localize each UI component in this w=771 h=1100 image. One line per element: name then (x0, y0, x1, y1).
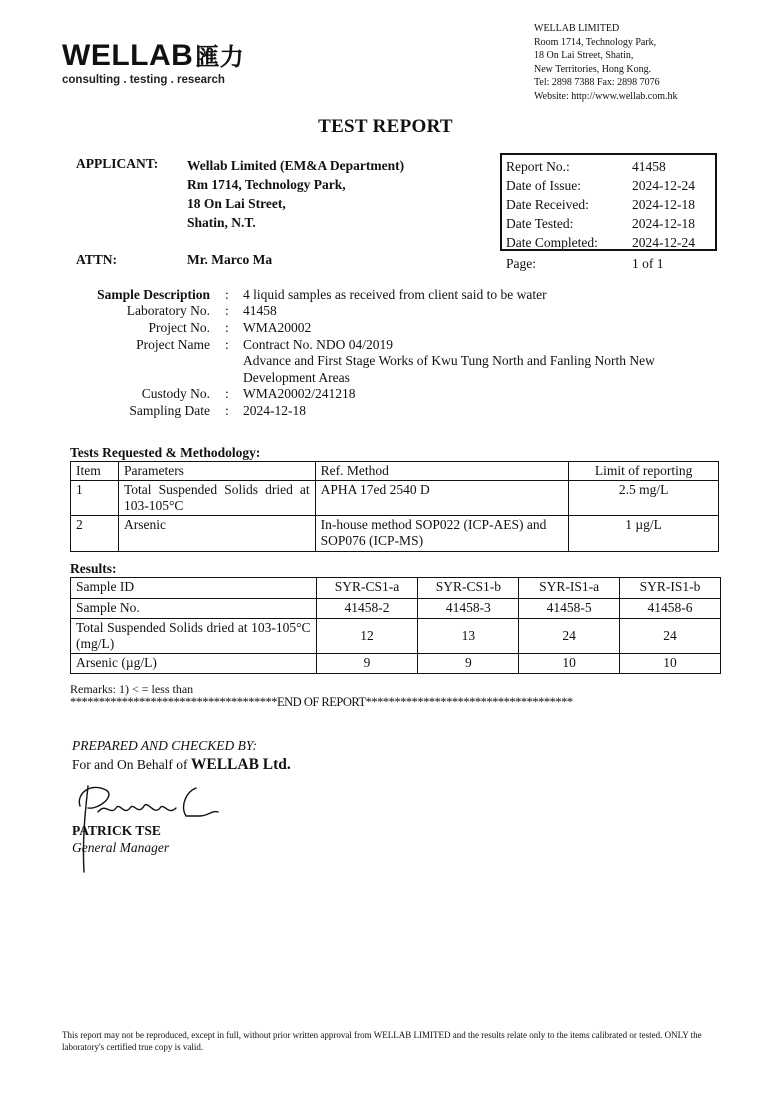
address-line: Website: http://www.wellab.com.hk (534, 90, 678, 102)
signatory-name: PATRICK TSE (72, 823, 161, 838)
results-sample-no: 41458-6 (620, 599, 721, 619)
applicant-line: 18 On Lai Street, (187, 196, 286, 211)
page-label: Page: (506, 256, 536, 271)
results-tss-value: 24 (620, 619, 721, 654)
results-tss-value: 24 (519, 619, 620, 654)
on-behalf-prefix: For and On Behalf of (72, 757, 191, 772)
tests-row-limit: 1 µg/L (569, 516, 719, 552)
applicant-label: APPLICANT: (76, 156, 159, 171)
on-behalf-company: WELLAB Ltd. (190, 756, 291, 773)
disclaimer-footer: This report may not be reproduced, except in full, without prior written approval from WELLAB LIMITED and the results relate only to the items calibrated or tested. ONLY the laboratory's certified true copy is valid. (62, 1030, 702, 1052)
page-value: 1 of 1 (632, 256, 664, 271)
company-address (534, 22, 678, 104)
date-received-value: 2024-12-18 (632, 197, 695, 212)
date-completed-label: Date Completed: (506, 235, 598, 250)
address-line: Tel: 2898 7388 Fax: 2898 7076 (534, 77, 660, 89)
results-arsenic-value: 9 (316, 654, 418, 674)
project-name-label: Project Name (136, 337, 210, 352)
results-label-arsenic: Arsenic (µg/L) (71, 654, 317, 674)
signatory-title: General Manager (72, 840, 170, 855)
tests-header-limit: Limit of reporting (569, 462, 719, 481)
applicant-address (187, 156, 404, 232)
remarks: Remarks: 1) < = less than (70, 682, 194, 696)
results-tss-value: 13 (418, 619, 519, 654)
applicant-line: Wellab Limited (EM&A Department) (187, 158, 405, 173)
date-received-label: Date Received: (506, 197, 589, 212)
colon: : (225, 337, 229, 352)
results-label-tss: Total Suspended Solids dried at 103-105°C (mg/L) (71, 619, 317, 654)
prepared-by-label: PREPARED AND CHECKED BY: (72, 738, 257, 753)
results-sample-no: 41458-5 (519, 599, 620, 619)
tests-header-method: Ref. Method (315, 462, 569, 481)
results-arsenic-value: 10 (620, 654, 721, 674)
report-title: TEST REPORT (318, 116, 453, 137)
colon: : (225, 386, 229, 401)
applicant-line: Rm 1714, Technology Park, (187, 177, 346, 192)
results-label-sample-no: Sample No. (71, 599, 317, 619)
results-arsenic-value: 9 (418, 654, 519, 674)
custody-value: WMA20002/241218 (243, 386, 356, 401)
logo-cjk-text: 匯力 (195, 43, 245, 71)
date-issue-value: 2024-12-24 (632, 178, 695, 193)
applicant-line: Shatin, N.T. (187, 215, 256, 230)
colon: : (225, 320, 229, 335)
results-arsenic-value: 10 (519, 654, 620, 674)
logo-tagline: consulting . testing . research (62, 74, 225, 86)
results-sample-id: SYR-IS1-a (519, 578, 620, 599)
sampling-date-value: 2024-12-18 (243, 403, 306, 418)
address-line: Room 1714, Technology Park, (534, 36, 657, 48)
lab-no-value: 41458 (243, 303, 277, 318)
logo-text: WELLAB (62, 39, 194, 72)
project-name-line-1: Contract No. NDO 04/2019 (243, 337, 393, 352)
results-label-sample-id: Sample ID (71, 578, 317, 599)
tests-row-method: APHA 17ed 2540 D (315, 481, 569, 516)
tests-row-method: In-house method SOP022 (ICP-AES) and SOP076 (ICP-MS) (315, 516, 569, 552)
date-tested-label: Date Tested: (506, 216, 574, 231)
sample-desc-value: 4 liquid samples as received from client said to be water (243, 287, 547, 302)
tests-section-title: Tests Requested & Methodology: (70, 445, 261, 460)
tests-row-param: Total Suspended Solids dried at 103-105°C (118, 481, 315, 516)
sampling-date-label: Sampling Date (129, 403, 210, 418)
date-tested-value: 2024-12-18 (632, 216, 695, 231)
date-completed-value: 2024-12-24 (632, 235, 695, 250)
tests-header-item: Item (71, 462, 119, 481)
tests-row-item: 1 (71, 481, 119, 516)
project-no-value: WMA20002 (243, 320, 312, 335)
results-tss-value: 12 (316, 619, 418, 654)
project-no-label: Project No. (148, 320, 210, 335)
tests-row-limit: 2.5 mg/L (569, 481, 719, 516)
colon: : (225, 303, 229, 318)
end-of-report: ************************************END OF REPORT************************************ (70, 695, 573, 709)
address-line: 18 On Lai Street, Shatin, (534, 50, 634, 62)
attn-label: ATTN: (76, 252, 118, 267)
address-line: WELLAB LIMITED (534, 23, 620, 34)
results-table (70, 577, 721, 674)
results-sample-no: 41458-2 (316, 599, 418, 619)
results-section-title: Results: (70, 561, 117, 576)
custody-label: Custody No. (141, 386, 210, 401)
tests-table (70, 461, 719, 552)
results-sample-id: SYR-IS1-b (620, 578, 721, 599)
results-sample-id: SYR-CS1-a (316, 578, 418, 599)
lab-no-label: Laboratory No. (126, 303, 210, 318)
address-line: New Territories, Hong Kong. (534, 63, 652, 75)
report-no-value: 41458 (632, 159, 666, 174)
colon: : (225, 287, 229, 302)
results-sample-id: SYR-CS1-b (418, 578, 519, 599)
company-logo (62, 40, 244, 86)
colon: : (225, 403, 229, 418)
tests-row-param: Arsenic (118, 516, 315, 552)
sample-desc-label: Sample Description (97, 287, 210, 302)
attn-name: Mr. Marco Ma (187, 252, 273, 267)
project-name-line-3: Development Areas (243, 370, 350, 385)
results-sample-no: 41458-3 (418, 599, 519, 619)
report-no-label: Report No.: (506, 159, 570, 174)
tests-header-parameters: Parameters (118, 462, 315, 481)
on-behalf-line (72, 756, 291, 774)
tests-row-item: 2 (71, 516, 119, 552)
date-issue-label: Date of Issue: (506, 178, 581, 193)
project-name-line-2: Advance and First Stage Works of Kwu Tung North and Fanling North New (243, 353, 655, 368)
